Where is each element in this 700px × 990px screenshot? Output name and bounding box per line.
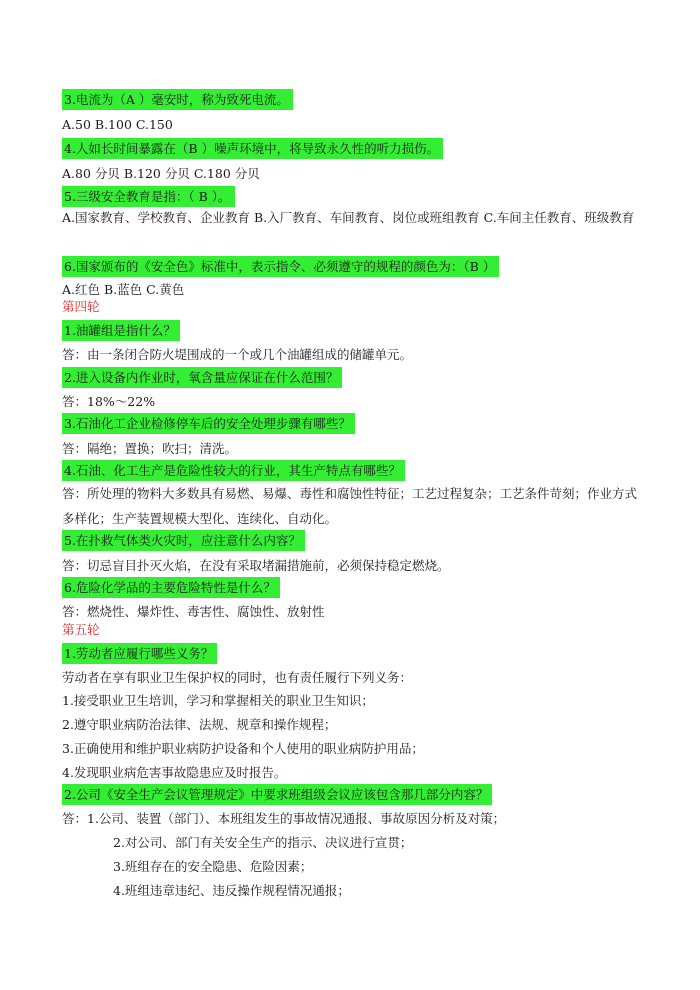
options-3-4: A.80 分贝 B.120 分贝 C.180 分贝 bbox=[62, 166, 260, 181]
section-title-round-4: 第四轮 bbox=[62, 299, 100, 314]
answer-5-2-item: 3.班组存在的安全隐患、危险因素； bbox=[113, 859, 313, 874]
answer-4-6: 答：燃烧性、爆炸性、毒害性、腐蚀性、放射性 bbox=[62, 604, 325, 619]
answer-5-2-item: 2.对公司、部门有关安全生产的指示、决议进行宣贯； bbox=[113, 835, 413, 850]
answer-4-2: 答：18%～22% bbox=[62, 394, 156, 409]
options-3-5: A.国家教育、学校教育、企业教育 B.入厂教育、车间教育、岗位或班组教育 C.车间主任教育、班级教育 bbox=[62, 210, 635, 225]
question-4-4: 4.石油、化工生产是危险性较大的行业，其生产特点有哪些？ bbox=[62, 460, 405, 481]
question-4-6: 6.危险化学品的主要危险特性是什么？ bbox=[62, 577, 280, 598]
answer-4-5: 答：切忌盲目扑灭火焰，在没有采取堵漏措施前，必须保持稳定燃烧。 bbox=[62, 558, 450, 573]
section-title-round-5: 第五轮 bbox=[62, 622, 100, 637]
options-3-3: A.50 B.100 C.150 bbox=[62, 117, 173, 132]
question-5-2: 2.公司《安全生产会议管理规定》中要求班组级会议应该包含那几部分内容？ bbox=[62, 784, 492, 805]
answer-5-2-item: 4.班组违章违纪、违反操作规程情况通报； bbox=[113, 883, 350, 898]
answer-4-4: 答：所处理的物料大多数具有易燃、易爆、毒性和腐蚀性特征；工艺过程复杂；工艺条件苛刻；作业方式多样化；生产装置规模大型化、连续化、自动化。 bbox=[62, 486, 638, 526]
question-4-3: 3.石油化工企业检修停车后的安全处理步骤有哪些？ bbox=[62, 413, 355, 434]
answer-4-1: 答：由一条闭合防火堤围成的一个或几个油罐组成的储罐单元。 bbox=[62, 347, 413, 362]
options-3-6: A.红色 B.蓝色 C.黄色 bbox=[62, 282, 185, 297]
answer-5-1-intro: 劳动者在享有职业卫生保护权的同时，也有责任履行下列义务： bbox=[62, 670, 413, 685]
question-4-5: 5.在扑救气体类火灾时，应注意什么内容？ bbox=[62, 530, 305, 551]
answer-5-1-item: 3.正确使用和维护职业病防护设备和个人使用的职业病防护用品； bbox=[62, 741, 424, 756]
question-3-5: 5.三级安全教育是指：（ B ）。 bbox=[62, 186, 235, 207]
answer-4-3: 答：隔绝；置换；吹扫；清洗。 bbox=[62, 441, 238, 456]
answer-5-1-item: 4.发现职业病危害事故隐患应及时报告。 bbox=[62, 765, 287, 780]
question-4-2: 2.进入设备内作业时，氧含量应保证在什么范围？ bbox=[62, 367, 342, 388]
answer-5-1-item: 1.接受职业卫生培训，学习和掌握相关的职业卫生知识； bbox=[62, 693, 374, 708]
answer-5-2-item: 答：1.公司、装置（部门）、本班组发生的事故情况通报、事故原因分析及对策； bbox=[62, 811, 506, 826]
answer-5-1-item: 2.遵守职业病防治法律、法规、规章和操作规程； bbox=[62, 717, 337, 732]
question-4-1: 1.油罐组是指什么？ bbox=[62, 320, 180, 341]
question-3-3: 3.电流为（A ）毫安时，称为致死电流。 bbox=[62, 89, 293, 110]
question-3-4: 4.人如长时间暴露在（B ）噪声环境中，将导致永久性的听力损伤。 bbox=[62, 138, 443, 159]
question-3-6: 6.国家颁布的《安全色》标准中，表示指令、必须遵守的规程的颜色为：（B ） bbox=[62, 256, 499, 277]
question-5-1: 1.劳动者应履行哪些义务？ bbox=[62, 643, 217, 664]
